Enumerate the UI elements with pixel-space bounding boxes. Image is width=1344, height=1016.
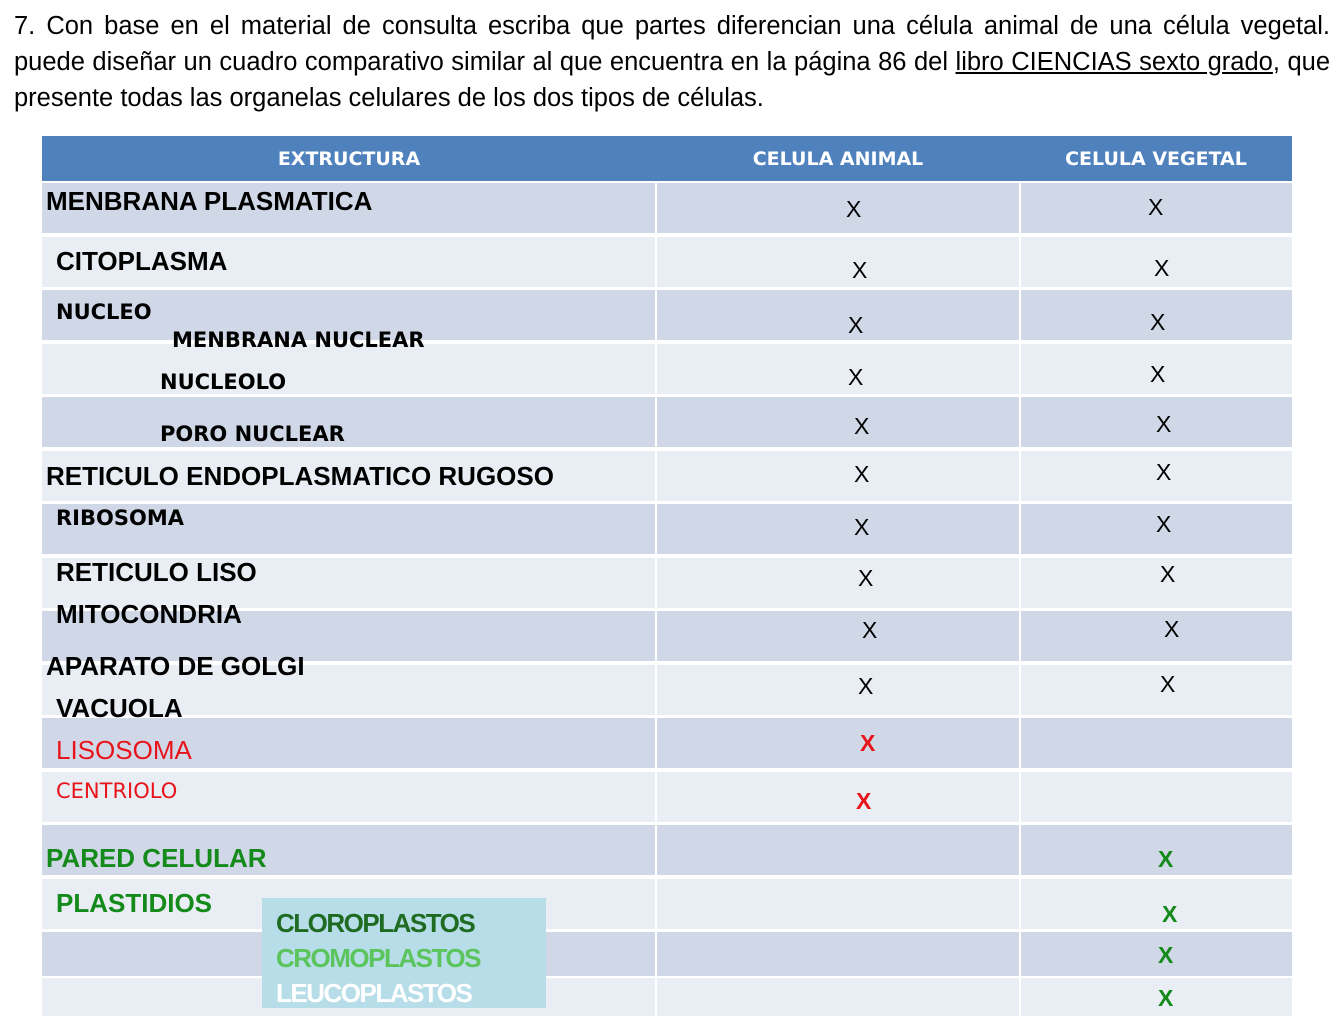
label-reticulo-rugoso: RETICULO ENDOPLASMATICO RUGOSO xyxy=(46,461,554,491)
table-header xyxy=(42,136,1292,182)
table-row xyxy=(42,930,1292,982)
header-estructura: EXTRUCTURA xyxy=(277,148,421,170)
mark-animal: X xyxy=(854,514,870,540)
mark-vegetal: X xyxy=(1150,309,1166,335)
label-pared-celular: PARED CELULAR xyxy=(46,843,267,873)
label-membrana-nuclear: MENBRANA NUCLEAR xyxy=(172,328,425,352)
instructions-part1: 7. Con base en el material de consulta escriba que partes diferencian una célula animal de una célula vegetal. puede diseñar un cuadro comparativo similar al que encuentra en la página 86 del xyxy=(14,12,1330,76)
mark-animal: X xyxy=(852,257,868,283)
table-row xyxy=(42,235,1292,287)
mark-animal: X xyxy=(848,312,864,338)
mark-vegetal: X xyxy=(1150,361,1166,387)
mark-animal: X xyxy=(858,565,874,591)
header-celula-animal: CELULA ANIMAL xyxy=(752,148,924,170)
book-reference: libro CIENCIAS sexto grado xyxy=(955,48,1273,76)
mark-animal: X xyxy=(854,413,870,439)
mark-animal: X xyxy=(862,617,878,643)
mark-vegetal: X xyxy=(1164,616,1180,642)
mark-animal-centriolo: X xyxy=(856,788,872,814)
plastid-types-box xyxy=(262,898,546,1008)
label-membrana-plasmatica: MENBRANA PLASMATICA xyxy=(46,186,373,216)
label-reticulo-liso: RETICULO LISO xyxy=(56,557,257,587)
mark-animal: X xyxy=(846,196,862,222)
mark-vegetal: X xyxy=(1156,511,1172,537)
label-ribosoma: RIBOSOMA xyxy=(56,506,184,530)
table-row xyxy=(42,976,1292,1016)
label-nucleo: NUCLEO xyxy=(56,300,152,324)
table-row xyxy=(42,877,1292,929)
mark-vegetal: X xyxy=(1156,411,1172,437)
mark-animal: X xyxy=(858,673,874,699)
mark-vegetal-leucoplastos: X xyxy=(1158,985,1174,1011)
plastid-cromoplastos: CROMOPLASTOS xyxy=(276,943,480,973)
table-row xyxy=(42,716,1292,768)
label-vacuola: VACUOLA xyxy=(56,693,183,723)
label-plastidios: PLASTIDIOS xyxy=(56,888,213,918)
plastid-leucoplastos: LEUCOPLASTOS xyxy=(276,978,472,1008)
table-row xyxy=(42,502,1292,554)
label-nucleolo: NUCLEOLO xyxy=(160,370,287,394)
mark-vegetal: X xyxy=(1148,194,1164,220)
label-aparato-golgi: APARATO DE GOLGI xyxy=(46,651,305,681)
header-celula-vegetal: CELULA VEGETAL xyxy=(1065,148,1247,170)
mark-vegetal: X xyxy=(1154,255,1170,281)
mark-vegetal-cloroplastos: X xyxy=(1162,901,1178,927)
label-poro-nuclear: PORO NUCLEAR xyxy=(160,422,345,446)
instructions-text xyxy=(14,8,1330,116)
plastid-cloroplastos: CLOROPLASTOS xyxy=(276,908,475,938)
mark-vegetal-cromoplastos: X xyxy=(1158,942,1174,968)
label-centriolo: CENTRIOLO xyxy=(56,779,178,803)
mark-vegetal: X xyxy=(1156,459,1172,485)
mark-vegetal: X xyxy=(1160,671,1176,697)
mark-animal-lisosoma: X xyxy=(860,730,876,756)
mark-vegetal: X xyxy=(1160,561,1176,587)
label-lisosoma: LISOSOMA xyxy=(56,735,192,765)
mark-animal: X xyxy=(854,461,870,487)
label-citoplasma: CITOPLASMA xyxy=(56,246,228,276)
instructions-part2: , que presente todas las organelas celulares de los dos tipos de células. xyxy=(14,48,1330,112)
table-row xyxy=(42,770,1292,822)
label-mitocondria: MITOCONDRIA xyxy=(56,599,242,629)
mark-vegetal-pared: X xyxy=(1158,846,1174,872)
mark-animal: X xyxy=(848,364,864,390)
